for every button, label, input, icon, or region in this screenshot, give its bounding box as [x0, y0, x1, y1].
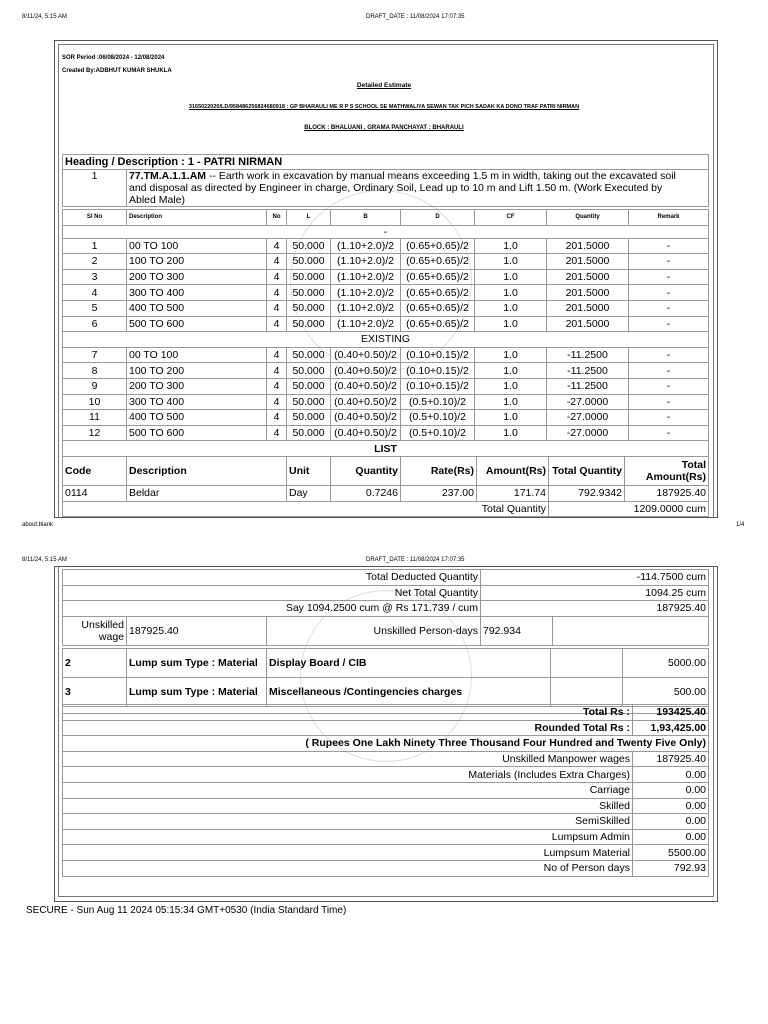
summary-row: Materials (Includes Extra Charges) 0.00: [63, 767, 709, 783]
person-days-label: Unskilled Person-days: [267, 617, 481, 646]
say-row: Say 1094.2500 cum @ Rs 171.739 / cum 187925.40: [63, 601, 709, 617]
item-desc-line-1: 77.TM.A.1.1.AM -- Earth work in excavation by manual means exceeding 1.5 m in width, taking out the excavated soil: [129, 170, 676, 182]
measurement-row: 11 400 TO 500 4 50.000 (0.40+0.50)/2 (0.5+0.10)/2 1.0 -27.0000 -: [63, 410, 709, 426]
measurement-table: [62, 209, 709, 457]
summary-row: Lumpsum Material 5500.00: [63, 845, 709, 861]
item-code: 77.TM.A.1.1.AM: [129, 170, 207, 182]
item-desc-line-2: and disposal as directed by Engineer in charge, Ordinary Soil, Lead up to 10 m and Lift 1.50 m. (Work Executed by: [129, 182, 663, 194]
draft-date-2: DRAFT_DATE : 11/08/2024 17:07:35: [366, 557, 465, 563]
summary-row: Unskilled Manpower wages 187925.40: [63, 751, 709, 767]
measurement-row: 10 300 TO 400 4 50.000 (0.40+0.50)/2 (0.5+0.10)/2 1.0 -27.0000 -: [63, 394, 709, 410]
measurement-row: 6 500 TO 600 4 50.000 (1.10+2.0)/2 (0.65+0.65)/2 1.0 201.5000 -: [63, 316, 709, 332]
measurement-row: 5 400 TO 500 4 50.000 (1.10+2.0)/2 (0.65+0.65)/2 1.0 201.5000 -: [63, 300, 709, 316]
item-desc-line-3: Abled Male): [129, 194, 186, 206]
summary-row: Skilled 0.00: [63, 798, 709, 814]
item-header-table: [62, 154, 709, 207]
measurement-row: 12 500 TO 600 4 50.000 (0.40+0.50)/2 (0.5+0.10)/2 1.0 -27.0000 -: [63, 425, 709, 441]
dash-row: -: [63, 225, 709, 238]
existing-label: EXISTING: [63, 332, 709, 348]
created-by: Created By:ADBHUT KUMAR SHUKLA: [62, 68, 172, 74]
measurement-row: 9 200 TO 300 4 50.000 (0.40+0.50)/2 (0.10+0.15)/2 1.0 -11.2500 -: [63, 378, 709, 394]
measurement-row: 3 200 TO 300 4 50.000 (1.10+2.0)/2 (0.65+0.65)/2 1.0 201.5000 -: [63, 269, 709, 285]
measurement-row: 2 100 TO 200 4 50.000 (1.10+2.0)/2 (0.65+0.65)/2 1.0 201.5000 -: [63, 254, 709, 270]
secure-footer: SECURE - Sun Aug 11 2024 05:15:34 GMT+0530 (India Standard Time): [26, 905, 347, 916]
item-no: 1: [63, 170, 127, 207]
grand-total-table: [62, 704, 709, 877]
heading: Heading / Description : 1 - PATRI NIRMAN: [63, 155, 709, 170]
unskilled-wage-value: 187925.40: [127, 617, 267, 646]
summary-row: No of Person days 792.93: [63, 860, 709, 876]
person-days-value: 792.934: [481, 617, 553, 646]
amount-in-words: ( Rupees One Lakh Ninety Three Thousand Four Hundred and Twenty Five Only): [63, 736, 709, 752]
print-timestamp: 8/11/24, 5:15 AM: [22, 14, 67, 20]
labour-list-table: [62, 456, 709, 517]
list-header-row: Code Description Unit Quantity Rate(Rs) Amount(Rs) Total Quantity Total Amount(Rs): [63, 457, 709, 486]
list-label: LIST: [63, 441, 709, 457]
net-total-row: Net Total Quantity 1094.25 cum: [63, 585, 709, 601]
summary-row: SemiSkilled 0.00: [63, 814, 709, 830]
total-quantity-row: Total Quantity 1209.0000 cum: [63, 501, 709, 517]
block-info: BLOCK : BHALUANI , GRAMA PANCHAYAT : BHARAULI: [304, 125, 464, 131]
summary-row: Lumpsum Admin 0.00: [63, 829, 709, 845]
work-id: 3165022020/LD/958486256824680918 : GP BHARAULI ME R P S SCHOOL SE MATHWALIYA SEWAN TAK PICH SADAK KA DONO TRAF PATRI NIRMAN: [188, 104, 580, 110]
total-rs-row: Total Rs : 193425.40: [63, 705, 709, 721]
list-row: 0114 Beldar Day 0.7246 237.00 171.74 792.9342 187925.40: [63, 486, 709, 502]
unskilled-wage-label: Unskilled wage: [63, 617, 127, 646]
footer-url: about:blank: [22, 522, 54, 528]
print-timestamp-2: 8/11/24, 5:15 AM: [22, 557, 67, 563]
measurement-row: 7 00 TO 100 4 50.000 (0.40+0.50)/2 (0.10+0.15)/2 1.0 -11.2500 -: [63, 347, 709, 363]
quantity-totals-table: [62, 569, 709, 617]
lumpsum-item-row: 2 Lump sum Type : Material Display Board / CIB 5000.00: [63, 649, 709, 678]
sor-period: SOR Period :06/08/2024 - 12/08/2024: [62, 55, 165, 61]
unskilled-wage-table: [62, 616, 709, 646]
measurement-header-row: Sl No Description No L B D CF Quantity Remark: [63, 210, 709, 226]
summary-row: Carriage 0.00: [63, 782, 709, 798]
doc-title: Detailed Estimate: [356, 82, 412, 89]
rounded-total-row: Rounded Total Rs : 1,93,425.00: [63, 720, 709, 736]
lumpsum-item-row: 3 Lump sum Type : Material Miscellaneous /Contingencies charges 500.00: [63, 678, 709, 707]
measurement-row: 1 00 TO 100 4 50.000 (1.10+2.0)/2 (0.65+0.65)/2 1.0 201.5000 -: [63, 238, 709, 254]
measurement-row: 8 100 TO 200 4 50.000 (0.40+0.50)/2 (0.10+0.15)/2 1.0 -11.2500 -: [63, 363, 709, 379]
draft-date: DRAFT_DATE : 11/08/2024 17:07:35: [366, 14, 465, 20]
page-number: 1/4: [736, 522, 745, 528]
total-deducted-row: Total Deducted Quantity -114.7500 cum: [63, 570, 709, 586]
measurement-row: 4 300 TO 400 4 50.000 (1.10+2.0)/2 (0.65+0.65)/2 1.0 201.5000 -: [63, 285, 709, 301]
